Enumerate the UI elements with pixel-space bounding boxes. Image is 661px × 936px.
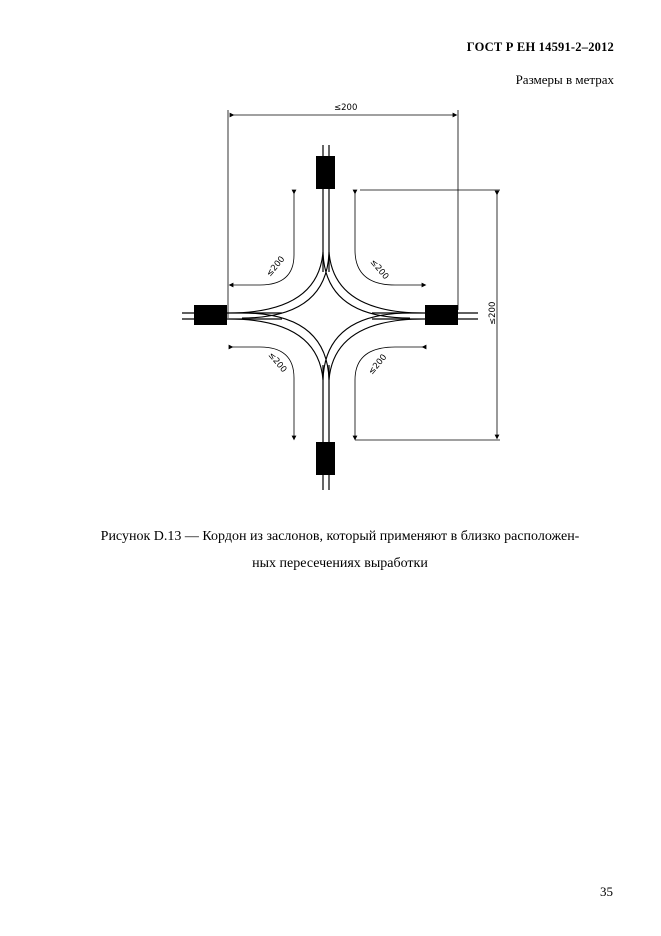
barrier-top [316,156,335,189]
caption-line-2: ных пересечениях выработки [252,556,428,571]
dimension-label-lower-right: ≤200 [366,352,390,377]
barrier-right [425,305,458,325]
caption-line-1: Рисунок D.13 — Кордон из заслонов, который применяют в близко расположен- [100,529,580,544]
page-number: 35 [600,884,613,899]
dimension-label-top: ≤200 [334,103,358,113]
dimension-label-upper-left: ≤200 [264,254,288,279]
figure-caption [60,523,620,577]
curved-connections [228,252,424,380]
dimension-label-right: ≤200 [488,301,498,325]
units-note: Размеры в метрах [515,72,614,87]
barrier-left [194,305,227,325]
standard-code: ГОСТ Р ЕН 14591-2–2012 [466,40,614,54]
quadrant-dimensions [231,192,424,438]
barrier-cordon-diagram [0,95,661,495]
dimension-label-upper-right: ≤200 [367,257,391,282]
dimension-label-lower-left: ≤200 [265,350,289,375]
barrier-bottom [316,442,335,475]
